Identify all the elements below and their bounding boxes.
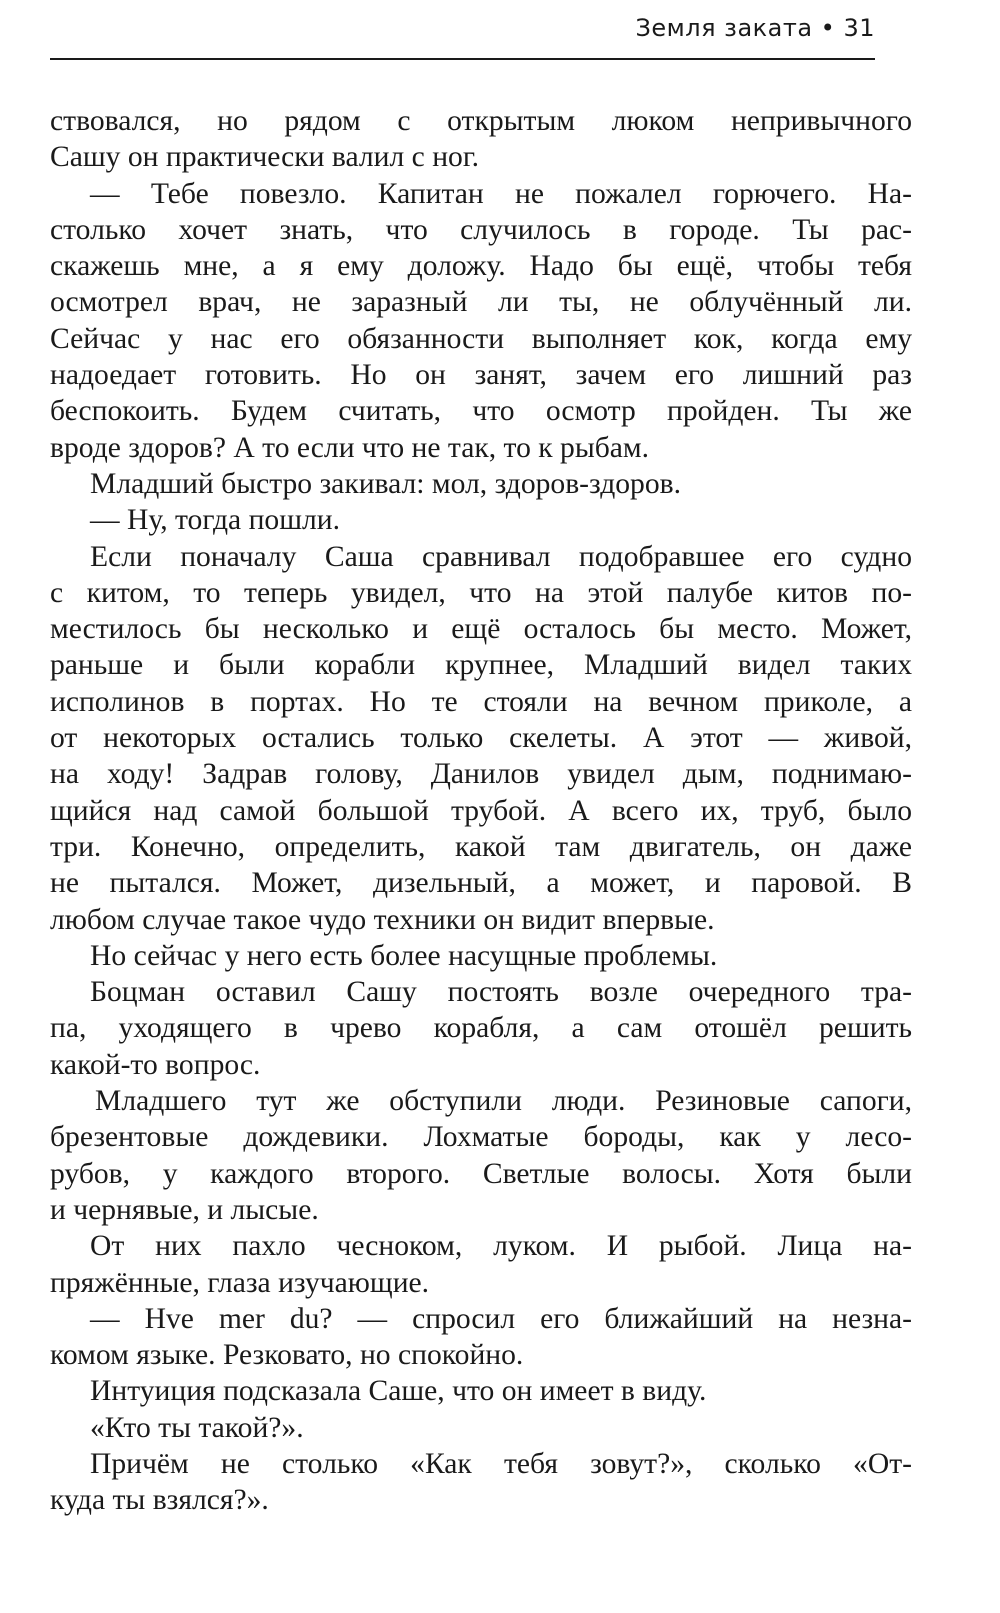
text-line: па, уходящего в чрево корабля, а сам отошёл решить bbox=[50, 1012, 912, 1045]
text-line: — Hve mer du? — спросил его ближайший на незна- bbox=[90, 1302, 912, 1335]
text-line: скажешь мне, а я ему доложу. Надо бы ещё, чтобы тебя bbox=[50, 250, 912, 283]
text-line: и чернявые, и лысые. bbox=[50, 1193, 319, 1226]
text-line: столько хочет знать, что случилось в городе. Ты рас- bbox=[50, 213, 912, 246]
text-line: — Ну, тогда пошли. bbox=[90, 504, 341, 537]
text-line: Младший быстро закивал: мол, здоров-здоров. bbox=[90, 467, 682, 500]
text-line: какой-то вопрос. bbox=[50, 1048, 261, 1081]
text-line: Если поначалу Саша сравнивал подобравшее его судно bbox=[90, 540, 912, 573]
text-line: на ходу! Задрав голову, Данилов увидел дым, поднимаю- bbox=[50, 758, 912, 791]
text-line: Но сейчас у него есть более насущные проблемы. bbox=[90, 939, 718, 972]
text-line: раньше и были корабли крупнее, Младший видел таких bbox=[50, 649, 912, 682]
text-line: Младшего тут же обступили люди. Резиновые сапоги, bbox=[95, 1085, 912, 1118]
text-line: ствовался, но рядом с открытым люком непривычного bbox=[50, 105, 912, 137]
text-line: любом случае такое чудо техники он видит впервые. bbox=[50, 903, 715, 936]
text-line: «Кто ты такой?». bbox=[90, 1411, 304, 1444]
text-line: Боцман оставил Сашу постоять возле очередного тра- bbox=[90, 976, 912, 1009]
text-line: рубов, у каждого второго. Светлые волосы. Хотя были bbox=[50, 1157, 912, 1190]
text-line: осмотрел врач, не заразный ли ты, не облучённый ли. bbox=[50, 286, 912, 319]
text-line: — Тебе повезло. Капитан не пожалел горючего. На- bbox=[90, 177, 912, 210]
text-line: местилось бы несколько и ещё осталось бы место. Может, bbox=[50, 613, 912, 646]
text-line: от некоторых остались только скелеты. А этот — живой, bbox=[50, 722, 912, 755]
body-text bbox=[50, 103, 912, 1519]
header-rule bbox=[50, 58, 875, 60]
text-line: надоедает готовить. Но он занят, зачем его лишний раз bbox=[50, 359, 912, 392]
text-line: Сашу он практически валил с ног. bbox=[50, 141, 480, 174]
text-line: с китом, то теперь увидел, что на этой палубе китов по- bbox=[50, 576, 912, 609]
text-line: беспокоить. Будем считать, что осмотр пройден. Ты же bbox=[50, 395, 912, 428]
text-line: брезентовые дождевики. Лохматые бороды, как у лесо- bbox=[50, 1121, 912, 1154]
text-line: комом языке. Резковато, но спокойно. bbox=[50, 1339, 524, 1372]
text-line: пряжённые, глаза изучающие. bbox=[50, 1266, 430, 1299]
text-line: щийся над самой большой трубой. А всего их, труб, было bbox=[50, 794, 912, 827]
text-line: Интуиция подсказала Саше, что он имеет в виду. bbox=[90, 1375, 707, 1408]
text-line: вроде здоров? А то если что не так, то к рыбам. bbox=[50, 431, 650, 464]
text-line: три. Конечно, определить, какой там двигатель, он даже bbox=[50, 830, 912, 863]
running-head: Земля заката • 31 bbox=[635, 14, 875, 42]
text-line: Причём не столько «Как тебя зовут?», сколько «От- bbox=[90, 1447, 912, 1480]
text-line: исполинов в портах. Но те стояли на вечном приколе, а bbox=[50, 685, 912, 718]
text-line: не пытался. Может, дизельный, а может, и паровой. В bbox=[50, 867, 912, 900]
text-line: куда ты взялся?». bbox=[50, 1484, 269, 1517]
text-line: Сейчас у нас его обязанности выполняет кок, когда ему bbox=[50, 322, 912, 355]
text-line: От них пахло чесноком, луком. И рыбой. Лица на- bbox=[90, 1230, 912, 1263]
